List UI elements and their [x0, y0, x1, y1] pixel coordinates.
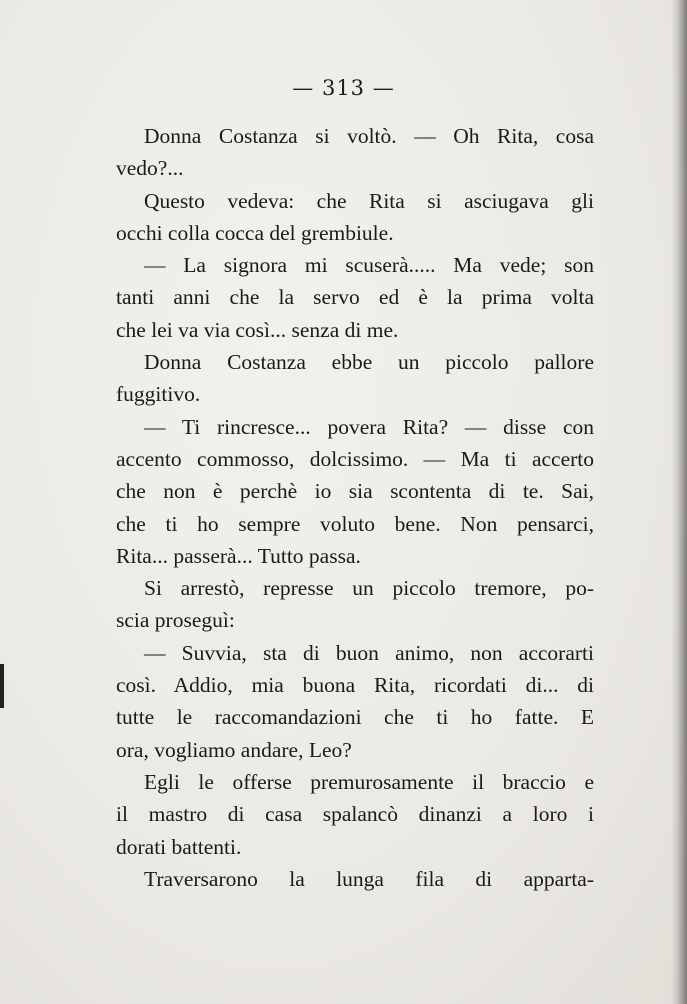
- text-line: occhi colla cocca del grembiule.: [116, 220, 394, 245]
- text-line: — Ti rincresce... povera Rita? — disse con: [144, 414, 594, 439]
- text-line: che ti ho sempre voluto bene. Non pensarci,: [116, 511, 594, 536]
- text-line: — La signora mi scuserà..... Ma vede; son: [144, 253, 594, 278]
- scan-edge-mark: [0, 664, 4, 708]
- text-line: Donna Costanza ebbe un piccolo pallore: [144, 350, 594, 375]
- text-line: accento commosso, dolcissimo. — Ma ti accerto: [116, 446, 594, 471]
- text-line: Egli le offerse premurosamente il braccio e: [144, 769, 594, 794]
- body-text: [116, 120, 594, 895]
- text-line: Traversarono la lunga fila di apparta-: [144, 866, 594, 891]
- text-line: tanti anni che la servo ed è la prima volta: [116, 285, 594, 310]
- text-line: fuggitivo.: [116, 382, 201, 407]
- text-line: dorati battenti.: [116, 834, 242, 859]
- page-number: — 313 —: [292, 76, 395, 100]
- text-line: Si arrestò, represse un piccolo tremore, po-: [144, 576, 594, 601]
- text-line: scia proseguì:: [116, 608, 235, 633]
- text-line: Questo vedeva: che Rita si asciugava gli: [144, 188, 594, 213]
- text-line: Rita... passerà... Tutto passa.: [116, 543, 361, 568]
- page-binding-shadow: [671, 0, 687, 1004]
- text-line: vedo?...: [116, 156, 184, 181]
- text-line: così. Addio, mia buona Rita, ricordati di... di: [116, 673, 594, 698]
- text-line: che non è perchè io sia scontenta di te. Sai,: [116, 479, 594, 504]
- text-line: che lei va via così... senza di me.: [116, 317, 399, 342]
- text-line: tutte le raccomandazioni che ti ho fatte. E: [116, 705, 594, 730]
- text-line: il mastro di casa spalancò dinanzi a loro i: [116, 802, 594, 827]
- text-line: — Suvvia, sta di buon animo, non accorarti: [144, 640, 594, 665]
- text-line: Donna Costanza si voltò. — Oh Rita, cosa: [144, 124, 594, 148]
- text-line: ora, vogliamo andare, Leo?: [116, 737, 352, 762]
